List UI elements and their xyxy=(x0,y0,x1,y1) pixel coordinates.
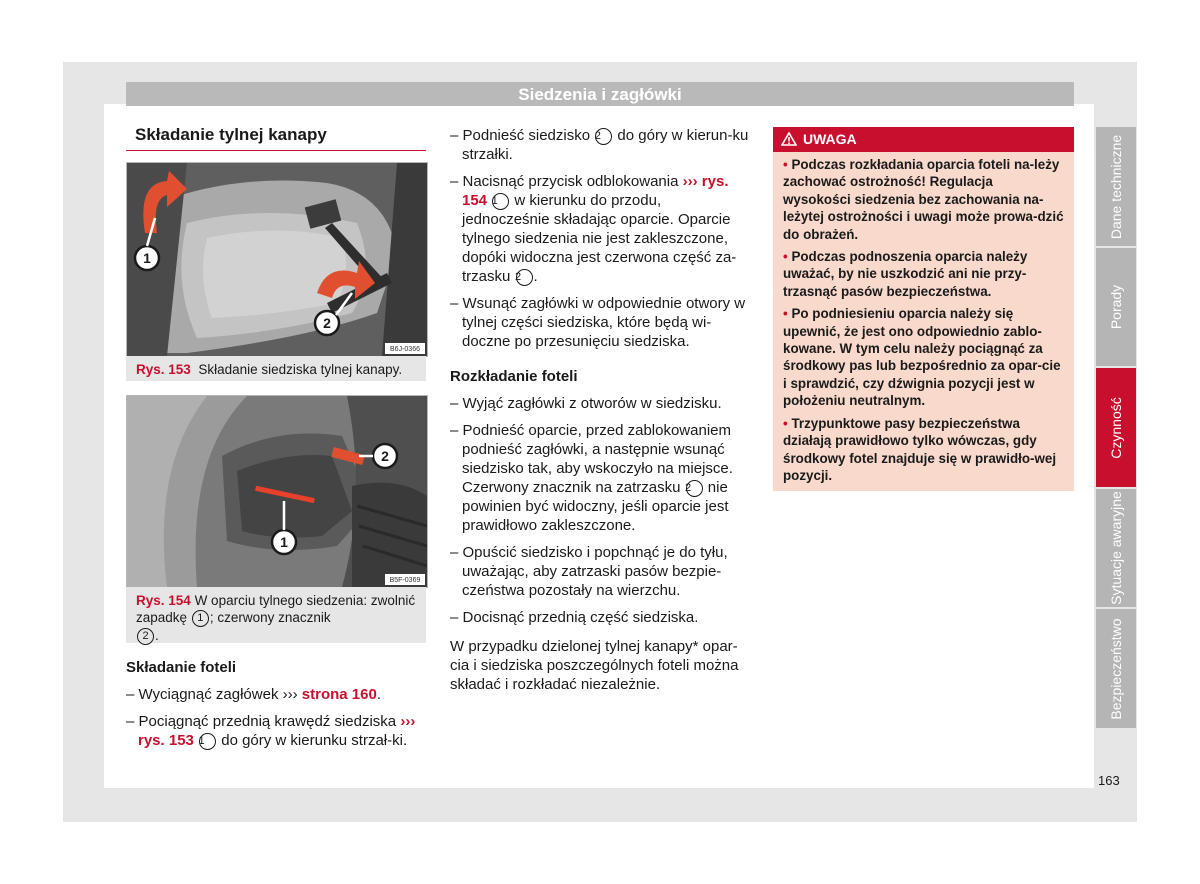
callout-1: 1 xyxy=(492,193,509,210)
mid-item-1-text: – Podnieść siedzisko xyxy=(450,127,591,144)
figure-153-caption xyxy=(126,356,426,381)
bullet-icon: • xyxy=(783,415,788,431)
figure-153-image xyxy=(126,162,428,357)
tab-label: Porady xyxy=(1108,284,1124,330)
left-item-1 xyxy=(126,685,426,704)
left-item-1-end: . xyxy=(376,686,381,703)
tab-label: Czynność xyxy=(1108,396,1124,459)
section-rule xyxy=(126,150,426,151)
fig153-marker-1: 1 xyxy=(143,250,151,266)
tab-label: Bezpieczeństwo xyxy=(1108,617,1124,720)
arrow-ref: ››› xyxy=(400,713,416,730)
mid-item-3: – Wsunąć zagłówki w odpowiednie otwory w tylnej części siedziska, które będą wi-doczne po przesunięciu siedziska. xyxy=(450,295,746,350)
callout-2: 2 xyxy=(595,128,612,145)
warning-box xyxy=(773,127,1074,491)
left-item-1-text: – Wyciągnąć zagłówek xyxy=(126,686,283,703)
bullet-icon: • xyxy=(783,157,788,172)
figure-153-label: Rys. 153 xyxy=(136,362,191,377)
left-item-2-text: – Pociągnąć przednią krawędź siedziska xyxy=(126,713,397,730)
figure-154-label: Rys. 154 xyxy=(136,593,191,608)
warning-item xyxy=(783,156,1064,243)
figure-154-image xyxy=(126,395,428,588)
warning-item-text: Po podniesieniu oparcia należy się upewnić, że jest ono odpowiednio zablo-kowane. W tym celu należy pociągnąć za środkowy pas lub bezpośrednio za opar-cie i sprawdzić, czy dźwignia pozycji jest w położeniu neutralnym. xyxy=(783,306,1061,409)
fig154-marker-2: 2 xyxy=(381,448,389,464)
subheading-unfolding: Rozkładanie foteli xyxy=(450,368,578,385)
warning-item xyxy=(783,305,1064,409)
arrow-ref: ››› xyxy=(682,173,698,190)
mid-item-1 xyxy=(450,126,752,164)
tab-porady[interactable] xyxy=(1096,248,1136,366)
figure-154-text: W oparciu tylnego siedzenia: xyxy=(194,593,368,608)
figure-154-caption xyxy=(126,587,426,643)
subheading-folding: Składanie foteli xyxy=(126,659,237,676)
link-strona-160[interactable]: strona 160 xyxy=(301,686,377,703)
tab-bezpieczenstwo[interactable] xyxy=(1096,609,1136,728)
warning-triangle-icon xyxy=(781,129,797,154)
warning-title: UWAGA xyxy=(803,131,857,147)
mid-item-5 xyxy=(450,421,752,535)
mid-item-7: – Docisnąć przednią część siedziska. xyxy=(450,609,699,626)
callout-1: 1 xyxy=(199,733,216,750)
tab-label: Dane techniczne xyxy=(1108,134,1124,239)
warning-item-text: Podczas rozkładania oparcia foteli na-leży zachować ostrożność! Regulacja wysokości siedzenia bez zachowania na-leżytej ostrożności i uwagi może prowa-dzić do obrażeń. xyxy=(783,157,1064,242)
fig154-code: B5F-0369 xyxy=(389,577,421,584)
mid-item-2-body: w kierunku do przodu, jednocześnie składając oparcie. Oparcie tylnego siedzenia nie jest zakleszczone, dopóki widoczna jest czerwona część za-trzasku xyxy=(462,192,737,285)
tab-czynnosc[interactable] xyxy=(1096,368,1136,487)
mid-item-2-end: . xyxy=(533,268,538,285)
chapter-header: Siedzenia i zagłówki xyxy=(126,82,1074,106)
mid-item-2-text: – Nacisnąć przycisk odblokowania xyxy=(450,173,679,190)
link-rys-154[interactable]: rys. 154 xyxy=(462,173,729,209)
callout-2: 2 xyxy=(137,628,154,645)
callout-1: 1 xyxy=(192,610,209,627)
mid-paragraph: W przypadku dzielonej tylnej kanapy* opar-cia i siedziska poszczególnych foteli można składać i rozkładać niezależnie. xyxy=(450,638,739,693)
figure-154-text-4: . xyxy=(155,628,159,643)
middle-column xyxy=(450,126,752,702)
figure-154-text-2: zwolnić zapadkę xyxy=(136,593,416,625)
bullet-icon: • xyxy=(783,306,788,322)
section-title: Składanie tylnej kanapy xyxy=(135,125,327,144)
left-item-2 xyxy=(126,712,426,750)
warning-item xyxy=(783,248,1064,300)
figure-154-text-3: ; czerwony znacznik xyxy=(209,610,331,625)
mid-item-2 xyxy=(450,172,752,286)
link-rys-153[interactable]: rys. 153 xyxy=(138,732,194,749)
mid-item-5-end: nie powinien być widoczny, jeśli oparcie jest prawidłowo zakleszczone. xyxy=(462,479,729,534)
mid-item-5-text: – Podnieść oparcie, przed zablokowaniem podnieść zagłówki, a następnie wsunąć siedzisko tak, aby wskoczyło na miejsce. Czerwony znacznik na zatrzasku xyxy=(450,422,733,496)
fig154-marker-1: 1 xyxy=(280,534,288,550)
page-number: 163 xyxy=(1098,773,1120,788)
mid-item-6: – Opuścić siedzisko i popchnąć je do tyłu, uważając, aby zatrzaski pasów bezpie-czeństwa pozostały na wierzchu. xyxy=(450,544,728,599)
figure-153-text: Składanie siedziska tylnej kanapy. xyxy=(198,362,403,377)
callout-2: 2 xyxy=(516,269,533,286)
warning-body xyxy=(773,152,1074,484)
fig153-marker-2: 2 xyxy=(323,315,331,331)
warning-item xyxy=(783,415,1064,485)
mid-item-4: – Wyjąć zagłówki z otworów w siedzisku. xyxy=(450,395,722,412)
tab-sytuacje-awaryjne[interactable] xyxy=(1096,489,1136,607)
arrow-ref: ››› xyxy=(282,686,298,703)
warning-item-text: Podczas podnoszenia oparcia należy uważać, by nie uszkodzić ani nie przy-trzasnąć pasów bezpieczeństwa. xyxy=(783,249,1028,299)
tab-dane-techniczne[interactable] xyxy=(1096,127,1136,246)
mid-item-1-end: do góry w kierun-ku strzałki. xyxy=(462,127,749,163)
bullet-icon: • xyxy=(783,249,788,265)
callout-2: 2 xyxy=(686,480,703,497)
warning-item-text: Trzypunktowe pasy bezpieczeństwa działają prawidłowo tylko wówczas, gdy środkowy fotel znajduje się w prawidło-wej pozycji. xyxy=(783,415,1057,483)
warning-header xyxy=(773,127,1074,152)
tab-label: Sytuacje awaryjne xyxy=(1108,491,1124,605)
left-item-2-end: do góry w kierunku strzał-ki. xyxy=(217,732,408,749)
left-column xyxy=(126,658,426,758)
fig153-code: B6J-0366 xyxy=(390,346,420,353)
